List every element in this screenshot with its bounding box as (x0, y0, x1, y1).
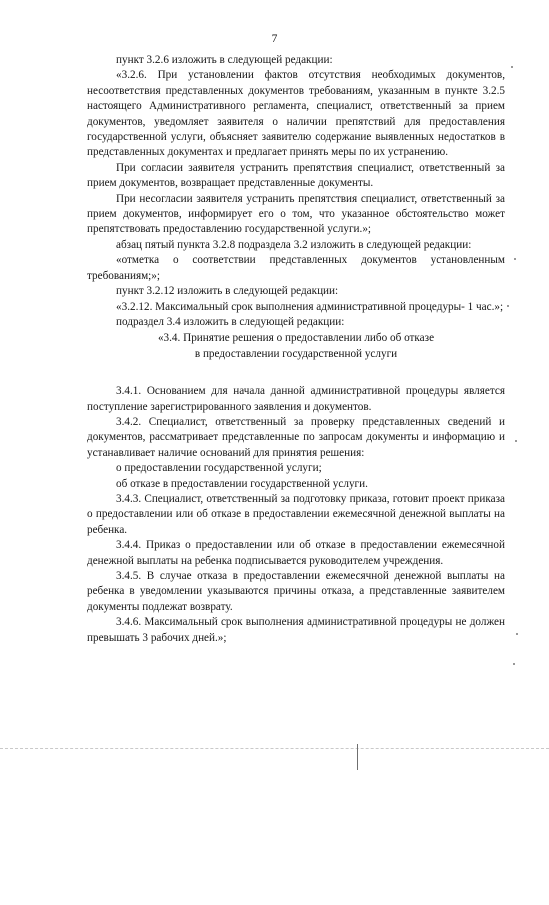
section-heading-line: в предоставлении государственной услуги (194, 347, 398, 360)
scan-speck (513, 663, 515, 665)
scan-mark (357, 744, 358, 770)
scan-speck (507, 305, 509, 307)
scan-speck (516, 633, 518, 635)
paragraph: пункт 3.2.6 изложить в следующей редакции: (116, 54, 333, 66)
paragraph: 3.4.5. В случае отказа в предоставлении ежемесячной денежной выплаты на ребенка в уведомлении указываются причины отказа, а представленные заявителем документы подлежат возврату. (87, 570, 505, 613)
scan-speck (514, 258, 516, 260)
paragraph: «отметка о соответствии представленных документов установленным требованиям;»; (87, 254, 505, 282)
paragraph: 3.4.1. Основанием для начала данной административной процедуры является поступление зарегистрированного заявления и документов. (87, 385, 505, 413)
page-number: 7 (271, 33, 278, 45)
paragraph: «3.2.6. При установлении фактов отсутствия необходимых документов, несоответствия представленных документов требованиям, указанным в пункте 3.2.5 настоящего Административного регламента, специалист, ответственный за прием документов, уведомляет заявителя о наличии препятствий для предоставления государственной услуги, объясняет заявителю содержание выявленных недостатков в представленных документах и предлагает принять меры по их устранению. (87, 69, 505, 159)
paragraph: о предоставлении государственной услуги; (116, 462, 322, 475)
scan-fold-line (0, 748, 549, 749)
scan-speck (511, 66, 513, 68)
paragraph: пункт 3.2.12 изложить в следующей редакции: (116, 285, 339, 298)
paragraph: подраздел 3.4 изложить в следующей редакции: (116, 315, 345, 328)
paragraph: При согласии заявителя устранить препятствия специалист, ответственный за прием документов, возвращает представленные документы. (87, 161, 505, 190)
paragraph: 3.4.6. Максимальный срок выполнения административной процедуры не должен превышать 3 рабочих дней.»; (87, 616, 505, 644)
paragraph: 3.4.3. Специалист, ответственный за подготовку приказа, готовит проект приказа о предоставлении или об отказе в предоставлении ежемесячной денежной выплаты на ребенка. (87, 492, 505, 536)
scan-speck (515, 440, 517, 442)
document-body (87, 53, 505, 646)
spacer (87, 362, 505, 384)
paragraph: «3.2.12. Максимальный срок выполнения административной процедуры- 1 час.»; (116, 300, 504, 313)
section-heading-line: «3.4. Принятие решения о предоставлении либо об отказе (157, 332, 435, 345)
paragraph: 3.4.2. Специалист, ответственный за проверку представленных сведений и документов, рассматривает представленные по запросам документы и информацию и устанавливает наличие оснований для принятия решения: (87, 415, 505, 459)
paragraph: абзац пятый пункта 3.2.8 подраздела 3.2 изложить в следующей редакции: (116, 238, 472, 251)
paragraph: 3.4.4. Приказ о предоставлении или об отказе в предоставлении ежемесячной денежной выплаты на ребенка подписывается руководителем учреждения. (87, 539, 505, 567)
paragraph: об отказе в предоставлении государственной услуги. (116, 477, 368, 490)
section-heading (87, 331, 505, 362)
paragraph: При несогласии заявителя устранить препятствия специалист, ответственный за прием документов, информирует его о том, что указанное обстоятельство может препятствовать предоставлению государственной услуги.»; (87, 192, 505, 236)
